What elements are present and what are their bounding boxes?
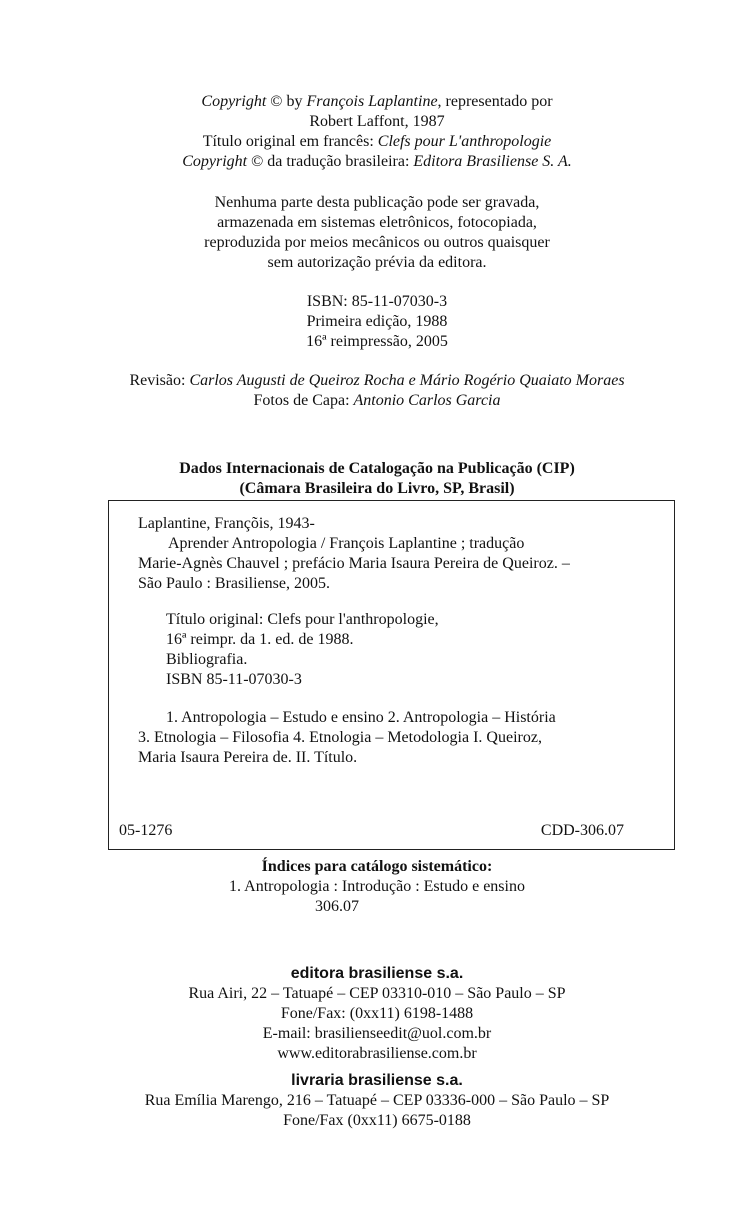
publisher-name: editora brasiliense s.a. [290, 965, 464, 982]
cip-record-box [108, 500, 675, 850]
cip-number: 05-1276 [119, 822, 173, 839]
systematic-index [0, 857, 754, 917]
cip-subjects: 1. Antropologia – Estudo e ensino 2. Antropologia – História 3. Etnologia – Filosofia 4. Etnologia – Metodologia I. Queiroz, Maria Isaura Pereira de. II. Título. [138, 709, 556, 766]
bookstore-name: livraria brasiliense s.a. [291, 1072, 463, 1089]
first-edition: Primeira edição, 1988 [306, 313, 448, 330]
index-code: 306.07 [315, 898, 359, 915]
bookstore-phone: Fone/Fax (0xx11) 6675-0188 [283, 1112, 471, 1129]
cip-notes: Título original: Clefs pour l'anthropologie, 16ª reimpr. da 1. ed. de 1988. Bibliografia. ISBN 85-11-07030-3 [166, 611, 439, 688]
cip-header: Dados Internacionais de Catalogação na Publicação (CIP) (Câmara Brasileira do Livro, SP, Brasil) [179, 460, 575, 497]
translation-copyright-line: Copyright © da tradução brasileira: Editora Brasiliense S. A. [182, 153, 572, 170]
copyright-block [0, 92, 754, 172]
revision-credit: Revisão: Carlos Augusti de Queiroz Rocha e Mário Rogério Quaiato Moraes [129, 372, 625, 389]
cip-main-entry: Laplantine, Françõis, 1943- Aprender Antropologia / François Laplantine ; tradução Marie-Agnès Chauvel ; prefácio Maria Isaura Pereira de Queiroz. – São Paulo : Brasiliense, 2005. [138, 515, 570, 592]
index-title: Índices para catálogo sistemático: [261, 858, 493, 875]
index-item: 1. Antropologia : Introdução : Estudo e ensino [229, 878, 525, 895]
publisher-email[interactable]: E-mail: brasilienseedit@uol.com.br [262, 1025, 492, 1042]
rights-notice: Nenhuma parte desta publicação pode ser gravada, armazenada em sistemas eletrônicos, fotocopiada, reproduzida por meios mecânicos ou outros quaisquer sem autorização prévia da editora. [204, 194, 550, 271]
bookstore-address: Rua Emília Marengo, 216 – Tatuapé – CEP 03336-000 – São Paulo – SP [144, 1092, 610, 1109]
reprint: 16ª reimpressão, 2005 [306, 333, 448, 350]
copyright-line-1: Copyright © by François Laplantine, representado por [201, 93, 553, 110]
credits-block [0, 371, 754, 411]
cip-cdd: CDD-306.07 [540, 822, 624, 839]
publisher-website[interactable]: www.editorabrasiliense.com.br [277, 1045, 477, 1062]
publisher-address: Rua Airi, 22 – Tatuapé – CEP 03310-010 – São Paulo – SP [188, 985, 566, 1002]
original-title-line: Título original em francês: Clefs pour L'anthropologie [202, 133, 552, 150]
isbn: ISBN: 85-11-07030-3 [306, 293, 448, 310]
copyright-line-2: Robert Laffont, 1987 [309, 113, 445, 130]
edition-info [0, 292, 754, 352]
cover-credit: Fotos de Capa: Antonio Carlos Garcia [253, 392, 501, 409]
bookstore-info [0, 1071, 754, 1131]
publisher-phone: Fone/Fax: (0xx11) 6198-1488 [280, 1005, 474, 1022]
publisher-info [0, 964, 754, 1064]
